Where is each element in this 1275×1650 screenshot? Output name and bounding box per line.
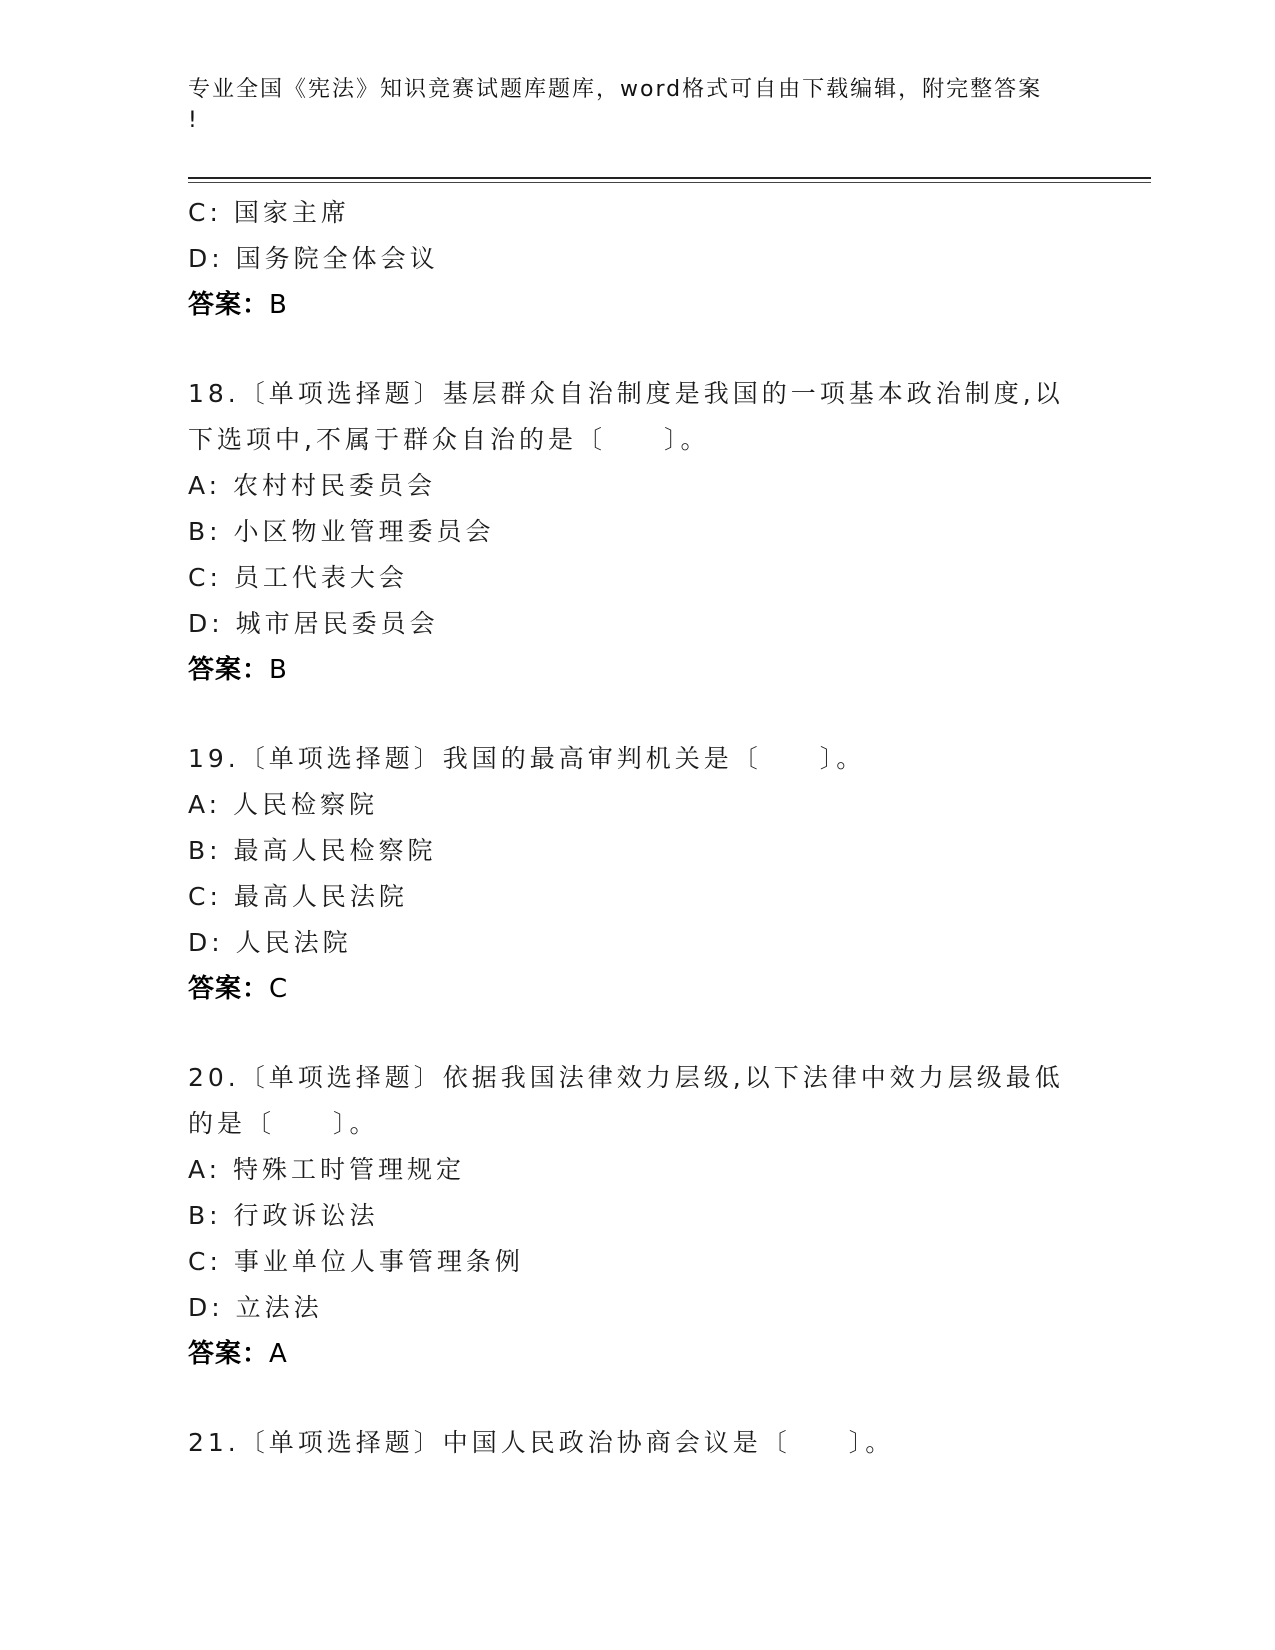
option-b: B: 最高人民检察院 [188,836,437,865]
option-a: A: 特殊工时管理规定 [188,1155,466,1184]
question-17-tail [188,190,1088,328]
answer-line [188,1331,1088,1377]
option-b: B: 小区物业管理委员会 [188,517,495,546]
option-d: D: 城市居民委员会 [188,609,439,638]
option-c: C: 员工代表大会 [188,563,408,592]
header-divider-thin [188,182,1151,183]
question-stem: 21.〔单项选择题〕中国人民政治协商会议是〔 〕。 [188,1428,895,1457]
answer-label: 答案： [188,1339,270,1369]
answer-value: B [269,290,288,320]
option-c: C: 事业单位人事管理条例 [188,1247,524,1276]
answer-value: C [269,974,289,1004]
option-c: C: 国家主席 [188,198,350,227]
option-a: A: 人民检察院 [188,790,379,819]
option-d: D: 立法法 [188,1293,323,1322]
answer-label: 答案： [188,655,270,685]
question-19 [188,736,1088,1012]
question-21 [188,1420,1088,1466]
header-title-line: 专业全国《宪法》知识竞赛试题库题库，word格式可自由下载编辑，附完整答案 [188,77,1043,102]
header-title-continuation: ! [188,108,199,133]
answer-line [188,647,1088,693]
question-20 [188,1055,1088,1377]
question-stem-continuation: 的是〔 〕。 [188,1109,379,1138]
document-header [188,74,1068,136]
header-divider-thick [188,177,1151,179]
question-stem: 18.〔单项选择题〕基层群众自治制度是我国的一项基本政治制度,以 [188,379,1064,408]
question-stem-continuation: 下选项中,不属于群众自治的是〔 〕。 [188,425,710,454]
answer-value: B [269,655,288,685]
question-18 [188,371,1088,693]
question-list [188,190,1088,1466]
option-c: C: 最高人民法院 [188,882,408,911]
option-d: D: 人民法院 [188,928,352,957]
question-stem: 20.〔单项选择题〕依据我国法律效力层级,以下法律中效力层级最低 [188,1063,1064,1092]
answer-line [188,282,1088,328]
option-a: A: 农村村民委员会 [188,471,437,500]
answer-label: 答案： [188,290,270,320]
answer-label: 答案： [188,974,270,1004]
answer-value: A [269,1339,288,1369]
answer-line [188,966,1088,1012]
option-d: D: 国务院全体会议 [188,244,439,273]
option-b: B: 行政诉讼法 [188,1201,379,1230]
question-stem: 19.〔单项选择题〕我国的最高审判机关是〔 〕。 [188,744,866,773]
